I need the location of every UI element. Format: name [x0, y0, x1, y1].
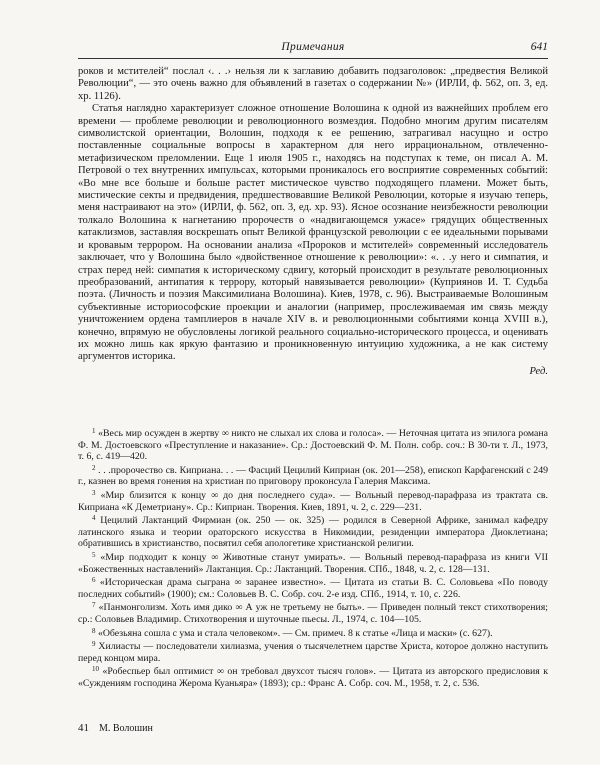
note-number: 3 [92, 488, 96, 497]
page-number: 641 [530, 41, 548, 53]
paragraph-continuation: роков и мстителей“ послал ‹. . .› нельзя ли к заглавию добавить подзаголовок: „предвестия Великой Революции“, — это очень важно для объявлений в газетах о содержании №» (ИРЛИ, ф. 562, оп. 3, ед. хр. 1126). [78, 66, 548, 102]
note-number: 5 [92, 550, 96, 559]
note-item [78, 664, 548, 689]
note-text: «Панмонголизм. Хоть имя дико ∞ А уж не третьему не быть». — Приведен полный текст стихотворения; ср.: Соловьев Владимир. Стихотворения и шуточные пьесы. Л., 1974, с. 104—105. [78, 602, 548, 625]
signature-author: М. Волошин [99, 723, 153, 734]
notes-list [78, 426, 548, 689]
note-item [78, 426, 548, 463]
note-number: 9 [92, 640, 96, 649]
note-item [78, 639, 548, 664]
running-title: Примечания [281, 41, 345, 53]
note-item [78, 626, 548, 640]
note-number: 1 [92, 427, 96, 435]
note-text: Хилиасты — последователи хилиазма, учения о тысячелетнем царстве Христа, которое должно наступить перед концом мира. [78, 641, 548, 664]
note-text: Цецилий Лактанций Фирмиан (ок. 250 — ок. 325) — родился в Северной Африке, занимал кафедру латинского языка и теории ораторского искусства в Никомидии, резиденции императора Диоклетиана; обратившись в христианство, посвятил себя апологетике христианской религии. [78, 515, 548, 550]
note-item [78, 550, 548, 575]
note-item [78, 513, 548, 550]
note-number: 8 [92, 626, 96, 635]
note-number: 10 [92, 665, 99, 674]
note-text: . . .пророчество св. Киприана. . . — Фасций Цецилий Киприан (ок. 201—258), епископ Карфагенский с 249 г., казнен во время гонения на христиан по приговору проконсула Галерия Максима. [78, 464, 548, 488]
note-text: «Историческая драма сыграна ∞ заранее известно». — Цитата из статьи В. С. Соловьева «По поводу последних событий» (1900); см.: Соловьев В. С. Собр. соч. 2-е изд. СПб., 1914, т. 10, с. 226. [78, 577, 548, 600]
note-text: «Робеспьер был оптимист ∞ он требовал двухсот тысяч голов». — Цитата из авторского предисловия к «Суждениям господина Жерома Куаньяра» (1893); ср.: Франс А. Собр. соч. М., 1958, т. 2, с. 536. [78, 666, 548, 689]
note-number: 7 [92, 601, 96, 610]
paragraph: Статья наглядно характеризует сложное отношение Волошина к одной из важнейших проблем его времени — проблеме революции и революционного возмездия. Подобно многим другим писателям символистской ориентации, Волошин, подходя к ее решению, затрагивал насущно и остро поставленные социальные вопросы в характерном для него иррациональном, отвлеченно-метафизическом преломлении. Еще 1 июля 1905 г., находясь на подступах к теме, он писал А. М. Петровой о тех внутренних импульсах, которыми проникалось его восприятие современных событий: «Во мне все больше и больше растет мистическое чувство подходящего пламени. Может быть, мистические секты и предвидения, предшествовавшие Великой Революции, которые я изучаю теперь, меня настраивают на это» (ИРЛИ, ф. 562, оп. 3, ед. хр. 93). Ясное осознание неизбежности революции толкало Волошина к нагнетанию пророчеств о «надвигающемся ужасе» грядущих общественных катаклизмов, заставляя воскрешать опыт Великой французской революции с ее идеальными порывами и кровавым террором. На основании анализа «Пророков и мстителей» современный исследователь заключает, что у Волошина было «двойственное отношение к революции»: «. . .у него и симпатия, и страх перед ней: симпатия к историческому сдвигу, который происходит в результате революционных преобразований, антипатия к террору, который навязывается революции» (Куприянов И. Т. Судьба поэта. (Личность и поэзия Максимилиана Волошина). Киев, 1978, с. 96). Выстраиваемые Волошиным субъективные историософские проекции и аналогии (например, прослеживаемая им связь между уничтожением ордена тамплиеров в начале XIV в. и революционными событиями конца XVIII в.), конечно, впрямую не обусловлены логикой реального социально-исторического процесса, и оценивать их можно лишь как яркую фантазию и проникновенную интуицию художника, а не как систему аргументов историка. [78, 103, 548, 363]
running-header [78, 40, 548, 59]
note-number: 2 [92, 463, 96, 472]
note-item [78, 575, 548, 600]
note-text: «Обезьяна сошла с ума и стала человеком». — См. примеч. 8 к статье «Лица и маски» (с. 627). [97, 627, 493, 639]
signature-number: 41 [78, 722, 89, 734]
signature-mark [78, 722, 153, 734]
note-text: «Мир близится к концу ∞ до дня последнего суда». — Вольный перевод-парафраза из трактата св. Киприана «К Деметриану». Ср.: Киприан. Творения. Киев, 1891, ч. 2, с. 229—231. [78, 489, 549, 513]
note-item [78, 463, 548, 488]
note-number: 6 [92, 576, 96, 585]
main-text [78, 66, 548, 378]
note-item [78, 600, 548, 625]
editor-signature: Ред. [529, 365, 548, 377]
note-item [78, 488, 548, 513]
note-text: «Мир подходит к концу ∞ Животные станут умирать». — Вольный перевод-парафраза из книги VII «Божественных наставлений» Лактанция. Ср.: Лактанций. Творения. СПб., 1848, ч. 2, с. 128—131. [78, 551, 549, 575]
note-text: «Весь мир осужден в жертву ∞ никто не слыхал их слова и голоса». — Неточная цитата из эпилога романа Ф. М. Достоевского «Преступление и наказание». Ср.: Достоевский Ф. М. Полн. собр. соч.: В 30-ти т. Л., 1973, т. 6, с. 419—420. [78, 428, 548, 463]
note-number: 4 [92, 514, 96, 523]
